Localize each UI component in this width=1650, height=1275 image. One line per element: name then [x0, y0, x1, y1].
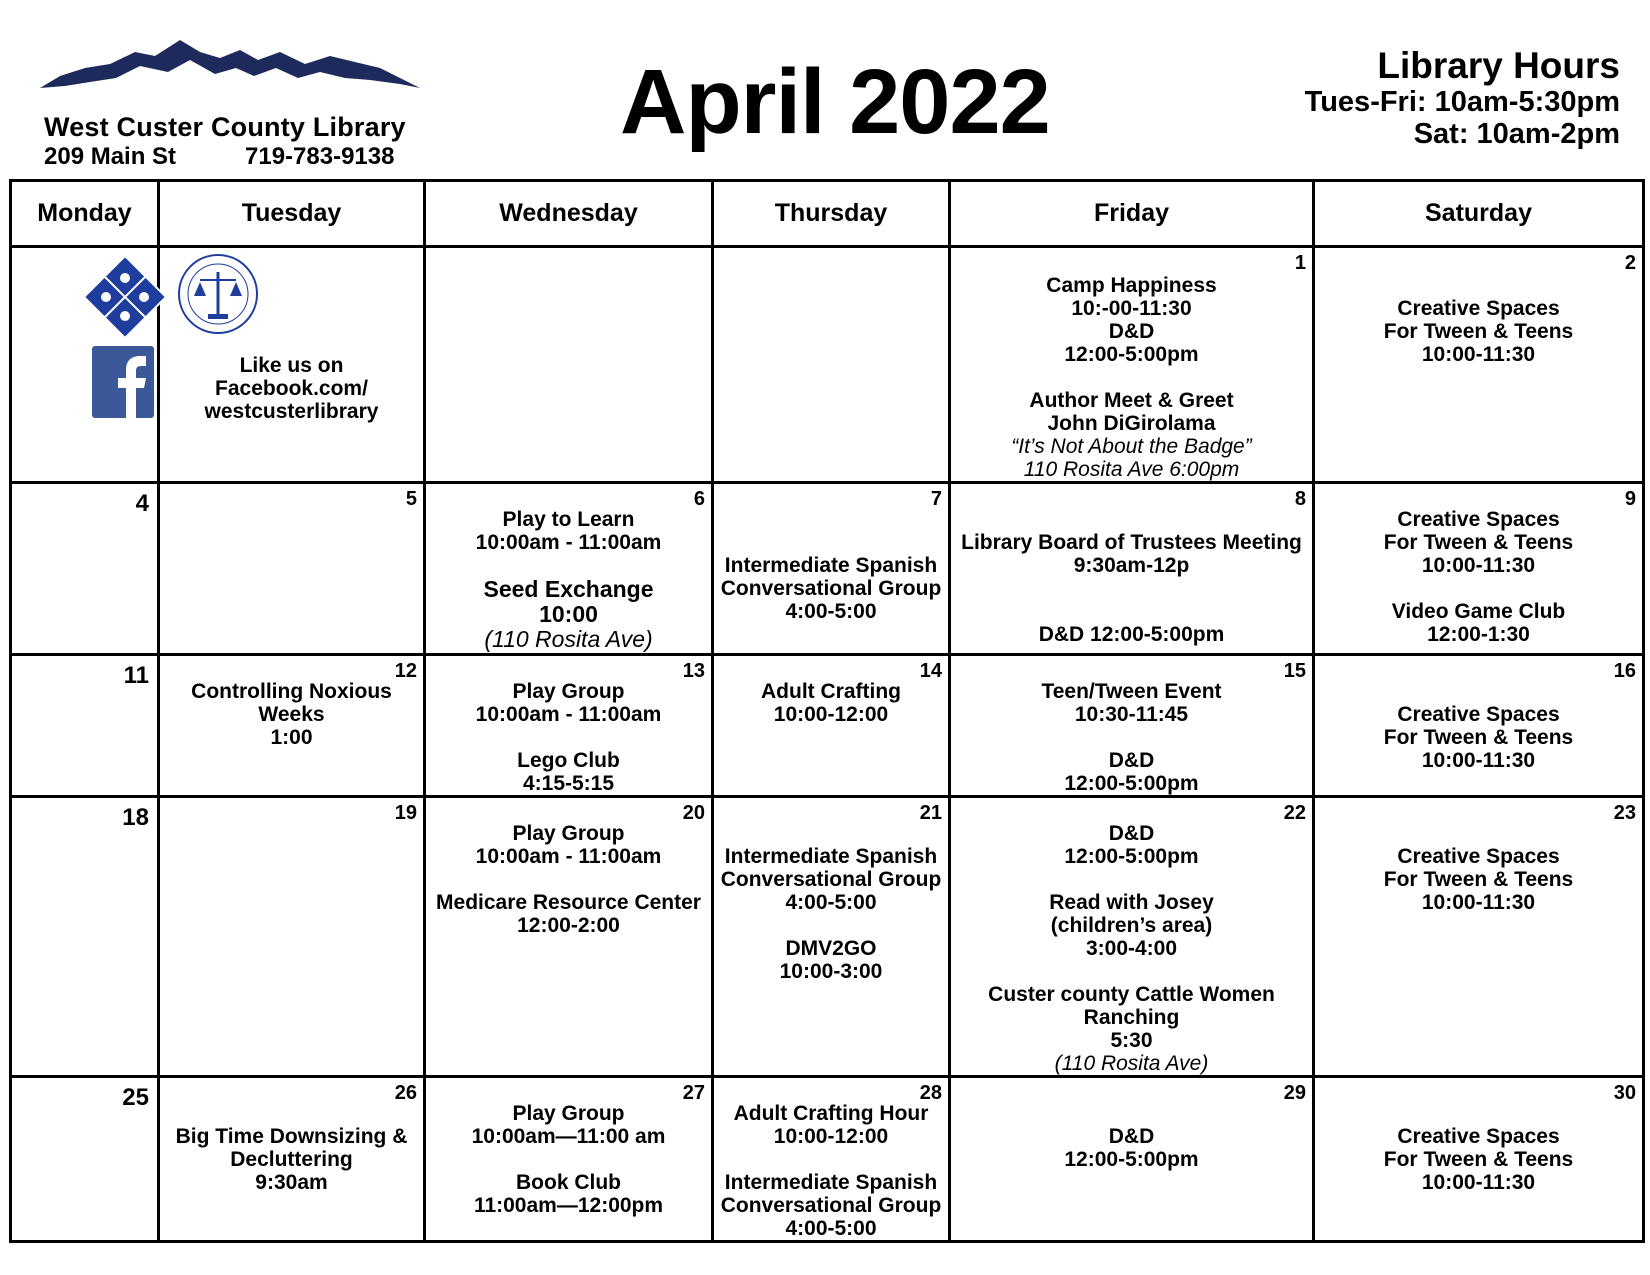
event-line: 10:-00-11:30 — [1071, 297, 1192, 320]
mountain-logo-icon — [40, 38, 420, 98]
weekday-header: Wednesday — [425, 181, 713, 247]
event-line: D&D — [1108, 1125, 1155, 1148]
library-name: West Custer County Library — [44, 112, 406, 142]
event-line: 4:00-5:00 — [785, 891, 877, 914]
library-hours — [1305, 46, 1620, 150]
calendar-day-cell — [11, 655, 159, 797]
event-line: 4:15-5:15 — [522, 772, 615, 795]
calendar-day-cell — [425, 247, 713, 483]
calendar-week-row — [11, 247, 1644, 483]
calendar-day-cell — [11, 483, 159, 655]
event-line: 12:00-5:00pm — [1064, 343, 1199, 366]
event-line: For Tween & Teens — [1383, 320, 1574, 343]
event-line: 10:30-11:45 — [1074, 703, 1189, 726]
event-line: 4:00-5:00 — [785, 1217, 877, 1240]
library-phone: 719-783-9138 — [245, 143, 395, 170]
event-line: 10:00 — [539, 601, 598, 627]
calendar-day-cell — [159, 797, 425, 1077]
month-title: April 2022 — [620, 51, 1050, 153]
event-line: Intermediate Spanish — [724, 845, 938, 868]
calendar-day-cell — [950, 1077, 1314, 1242]
calendar-grid — [9, 179, 1645, 1243]
calendar-day-cell — [1314, 797, 1644, 1077]
day-number: 27 — [682, 1082, 705, 1104]
calendar-day-cell — [425, 655, 713, 797]
calendar-day-cell — [159, 1077, 425, 1242]
day-number: 16 — [1613, 660, 1636, 682]
event-line: D&D — [1108, 749, 1155, 772]
event-line: For Tween & Teens — [1383, 868, 1574, 891]
event-line: Play Group — [512, 822, 625, 845]
day-events — [1315, 484, 1642, 646]
day-events — [160, 484, 423, 508]
day-number: 20 — [682, 802, 705, 824]
event-line: DMV2GO — [785, 937, 877, 960]
calendar-day-cell — [425, 797, 713, 1077]
event-line: Author Meet & Greet — [1029, 389, 1234, 412]
day-number: 28 — [919, 1082, 942, 1104]
day-number: 30 — [1613, 1082, 1636, 1104]
event-line: D&D 12:00-5:00pm — [1038, 623, 1225, 646]
calendar-header — [0, 0, 1650, 175]
calendar-day-cell — [713, 797, 950, 1077]
calendar-day-cell — [713, 247, 950, 483]
event-line: (110 Rosita Ave) — [1054, 1052, 1209, 1075]
day-events — [160, 1078, 423, 1194]
event-line: 10:00am - 11:00am — [475, 703, 662, 726]
calendar-day-cell — [11, 1077, 159, 1242]
calendar-day-cell — [1314, 655, 1644, 797]
day-number: 23 — [1613, 802, 1636, 824]
day-events — [714, 798, 948, 983]
calendar-day-cell — [950, 655, 1314, 797]
calendar-week-row — [11, 1077, 1644, 1242]
weekday-header: Friday — [950, 181, 1314, 247]
event-line: 12:00-2:00 — [517, 914, 620, 937]
day-number: 2 — [1624, 252, 1636, 274]
event-line: 9:30am-12p — [1073, 554, 1190, 577]
calendar-day-cell — [950, 483, 1314, 655]
event-line: Medicare Resource Center — [436, 891, 701, 914]
day-number: 6 — [693, 488, 705, 510]
event-line: Video Game Club — [1391, 600, 1566, 623]
event-line: Weeks — [258, 703, 325, 726]
day-number: 29 — [1283, 1082, 1306, 1104]
calendar-day-cell — [11, 247, 159, 483]
day-number: 14 — [919, 660, 942, 682]
event-line: Decluttering — [230, 1148, 353, 1171]
event-line: “It’s Not About the Badge” — [1011, 435, 1252, 458]
event-line: Controlling Noxious — [191, 680, 392, 703]
day-events — [951, 1078, 1312, 1171]
calendar-day-cell — [950, 247, 1314, 483]
event-line: Read with Josey — [1049, 891, 1214, 914]
event-line: 10:00am - 11:00am — [475, 845, 662, 868]
facebook-icon — [92, 346, 154, 418]
event-line: Lego Club — [517, 749, 620, 772]
calendar-day-cell — [713, 1077, 950, 1242]
hours-title: Library Hours — [1377, 45, 1620, 86]
facebook-note-line: westcusterlibrary — [204, 400, 379, 423]
weekday-header-row — [11, 181, 1644, 247]
event-line: Ranching — [1083, 1006, 1180, 1029]
accessibility-icon — [82, 254, 168, 340]
event-line: 12:00-1:30 — [1427, 623, 1530, 646]
calendar-day-cell — [425, 1077, 713, 1242]
day-number: 7 — [930, 488, 942, 510]
facebook-note-line: Like us on — [239, 354, 344, 377]
event-line: 9:30am — [255, 1171, 328, 1194]
day-number: 9 — [1624, 488, 1636, 510]
event-line: 12:00-5:00pm — [1064, 772, 1199, 795]
event-line: 4:00-5:00 — [785, 600, 877, 623]
event-line: 10:00-3:00 — [779, 960, 883, 983]
event-line: For Tween & Teens — [1383, 726, 1574, 749]
calendar-day-cell — [425, 483, 713, 655]
day-number: 13 — [682, 660, 705, 682]
event-line: Seed Exchange — [483, 576, 654, 602]
day-number: 1 — [1294, 252, 1306, 274]
calendar-day-cell — [159, 247, 425, 483]
day-number: 19 — [394, 802, 417, 824]
day-events — [426, 248, 711, 274]
event-line: Camp Happiness — [1046, 274, 1217, 297]
calendar-day-cell — [950, 797, 1314, 1077]
day-number: 12 — [394, 660, 417, 682]
day-events — [951, 248, 1312, 481]
event-line: Creative Spaces — [1397, 297, 1560, 320]
event-line: Creative Spaces — [1397, 508, 1560, 531]
calendar-day-cell — [11, 797, 159, 1077]
event-line: Book Club — [516, 1171, 621, 1194]
event-line: 10:00-11:30 — [1421, 749, 1536, 772]
calendar-day-cell — [1314, 1077, 1644, 1242]
event-line: Adult Crafting — [761, 680, 901, 703]
event-line: Conversational Group — [720, 1194, 942, 1217]
calendar-day-cell — [159, 483, 425, 655]
facebook-note-line: Facebook.com/ — [215, 377, 368, 400]
day-events — [426, 1078, 711, 1217]
weekday-header: Saturday — [1314, 181, 1644, 247]
event-line: Creative Spaces — [1397, 703, 1560, 726]
day-events — [1315, 248, 1642, 366]
event-line: Teen/Tween Event — [1041, 680, 1222, 703]
event-line: 10:00am—11:00 am — [471, 1125, 666, 1148]
day-number: 21 — [919, 802, 942, 824]
calendar-week-row — [11, 655, 1644, 797]
event-line: Play Group — [512, 680, 625, 703]
calendar-day-cell — [159, 655, 425, 797]
calendar-day-cell — [1314, 247, 1644, 483]
equal-employment-seal-icon — [176, 252, 260, 336]
day-number: 25 — [122, 1084, 149, 1111]
event-line: 5:30 — [1110, 1029, 1153, 1052]
event-line: (110 Rosita Ave) — [484, 626, 653, 652]
event-line: 12:00-5:00pm — [1064, 845, 1199, 868]
day-number: 18 — [122, 804, 149, 831]
facebook-note — [160, 354, 423, 423]
event-line: 10:00-11:30 — [1421, 343, 1536, 366]
event-line: 10:00-11:30 — [1421, 554, 1536, 577]
day-events — [426, 484, 711, 652]
event-line: John DiGirolama — [1047, 412, 1216, 435]
weekday-header: Monday — [11, 181, 159, 247]
event-line: Creative Spaces — [1397, 1125, 1560, 1148]
day-events — [951, 798, 1312, 1075]
event-line: 10:00-12:00 — [773, 1125, 889, 1148]
day-number: 26 — [394, 1082, 417, 1104]
event-line: 10:00-12:00 — [773, 703, 889, 726]
day-events — [951, 484, 1312, 646]
event-line: Play Group — [512, 1102, 625, 1125]
event-line: Conversational Group — [720, 577, 942, 600]
hours-saturday: Sat: 10am-2pm — [1413, 118, 1620, 150]
day-events — [1315, 1078, 1642, 1194]
day-number: 5 — [405, 488, 417, 510]
day-events — [951, 656, 1312, 795]
day-number: 8 — [1294, 488, 1306, 510]
event-line: D&D — [1108, 822, 1155, 845]
event-line: Intermediate Spanish — [724, 554, 938, 577]
weekday-header: Tuesday — [159, 181, 425, 247]
day-events — [1315, 798, 1642, 914]
hours-weekday: Tues-Fri: 10am-5:30pm — [1304, 86, 1620, 118]
calendar-day-cell — [713, 655, 950, 797]
day-events — [160, 656, 423, 749]
event-line: Intermediate Spanish — [724, 1171, 938, 1194]
day-events — [426, 656, 711, 795]
day-events — [714, 1078, 948, 1240]
event-line: Creative Spaces — [1397, 845, 1560, 868]
calendar-week-row — [11, 797, 1644, 1077]
day-events — [426, 798, 711, 937]
event-line: 10:00am - 11:00am — [475, 531, 662, 554]
day-events — [714, 484, 948, 623]
event-line: 11:00am—12:00pm — [473, 1194, 664, 1217]
event-line: 1:00 — [270, 726, 313, 749]
day-number: 11 — [123, 662, 149, 689]
event-line: 12:00-5:00pm — [1064, 1148, 1199, 1171]
event-line: 3:00-4:00 — [1085, 937, 1178, 960]
weekday-header: Thursday — [713, 181, 950, 247]
event-line: (children’s area) — [1050, 914, 1213, 937]
calendar-week-row — [11, 483, 1644, 655]
event-line: Library Board of Trustees Meeting — [961, 531, 1302, 554]
day-events — [1315, 656, 1642, 772]
day-events — [714, 656, 948, 726]
day-number: 4 — [135, 490, 149, 517]
event-line: For Tween & Teens — [1383, 531, 1574, 554]
event-line: Big Time Downsizing & — [175, 1125, 408, 1148]
event-line: 10:00-11:30 — [1421, 891, 1536, 914]
event-line: 110 Rosita Ave 6:00pm — [1023, 458, 1240, 481]
calendar-day-cell — [1314, 483, 1644, 655]
day-events — [714, 248, 948, 274]
calendar-day-cell — [713, 483, 950, 655]
event-line: Adult Crafting Hour — [733, 1102, 929, 1125]
event-line: Custer county Cattle Women — [988, 983, 1275, 1006]
day-events — [160, 798, 423, 822]
library-address: 209 Main St — [44, 143, 177, 170]
event-line: D&D — [1108, 320, 1155, 343]
event-line: 10:00-11:30 — [1421, 1171, 1536, 1194]
event-line: Conversational Group — [720, 868, 942, 891]
event-line: Play to Learn — [502, 508, 635, 531]
day-number: 22 — [1283, 802, 1306, 824]
day-number: 15 — [1283, 660, 1306, 682]
event-line: For Tween & Teens — [1383, 1148, 1574, 1171]
